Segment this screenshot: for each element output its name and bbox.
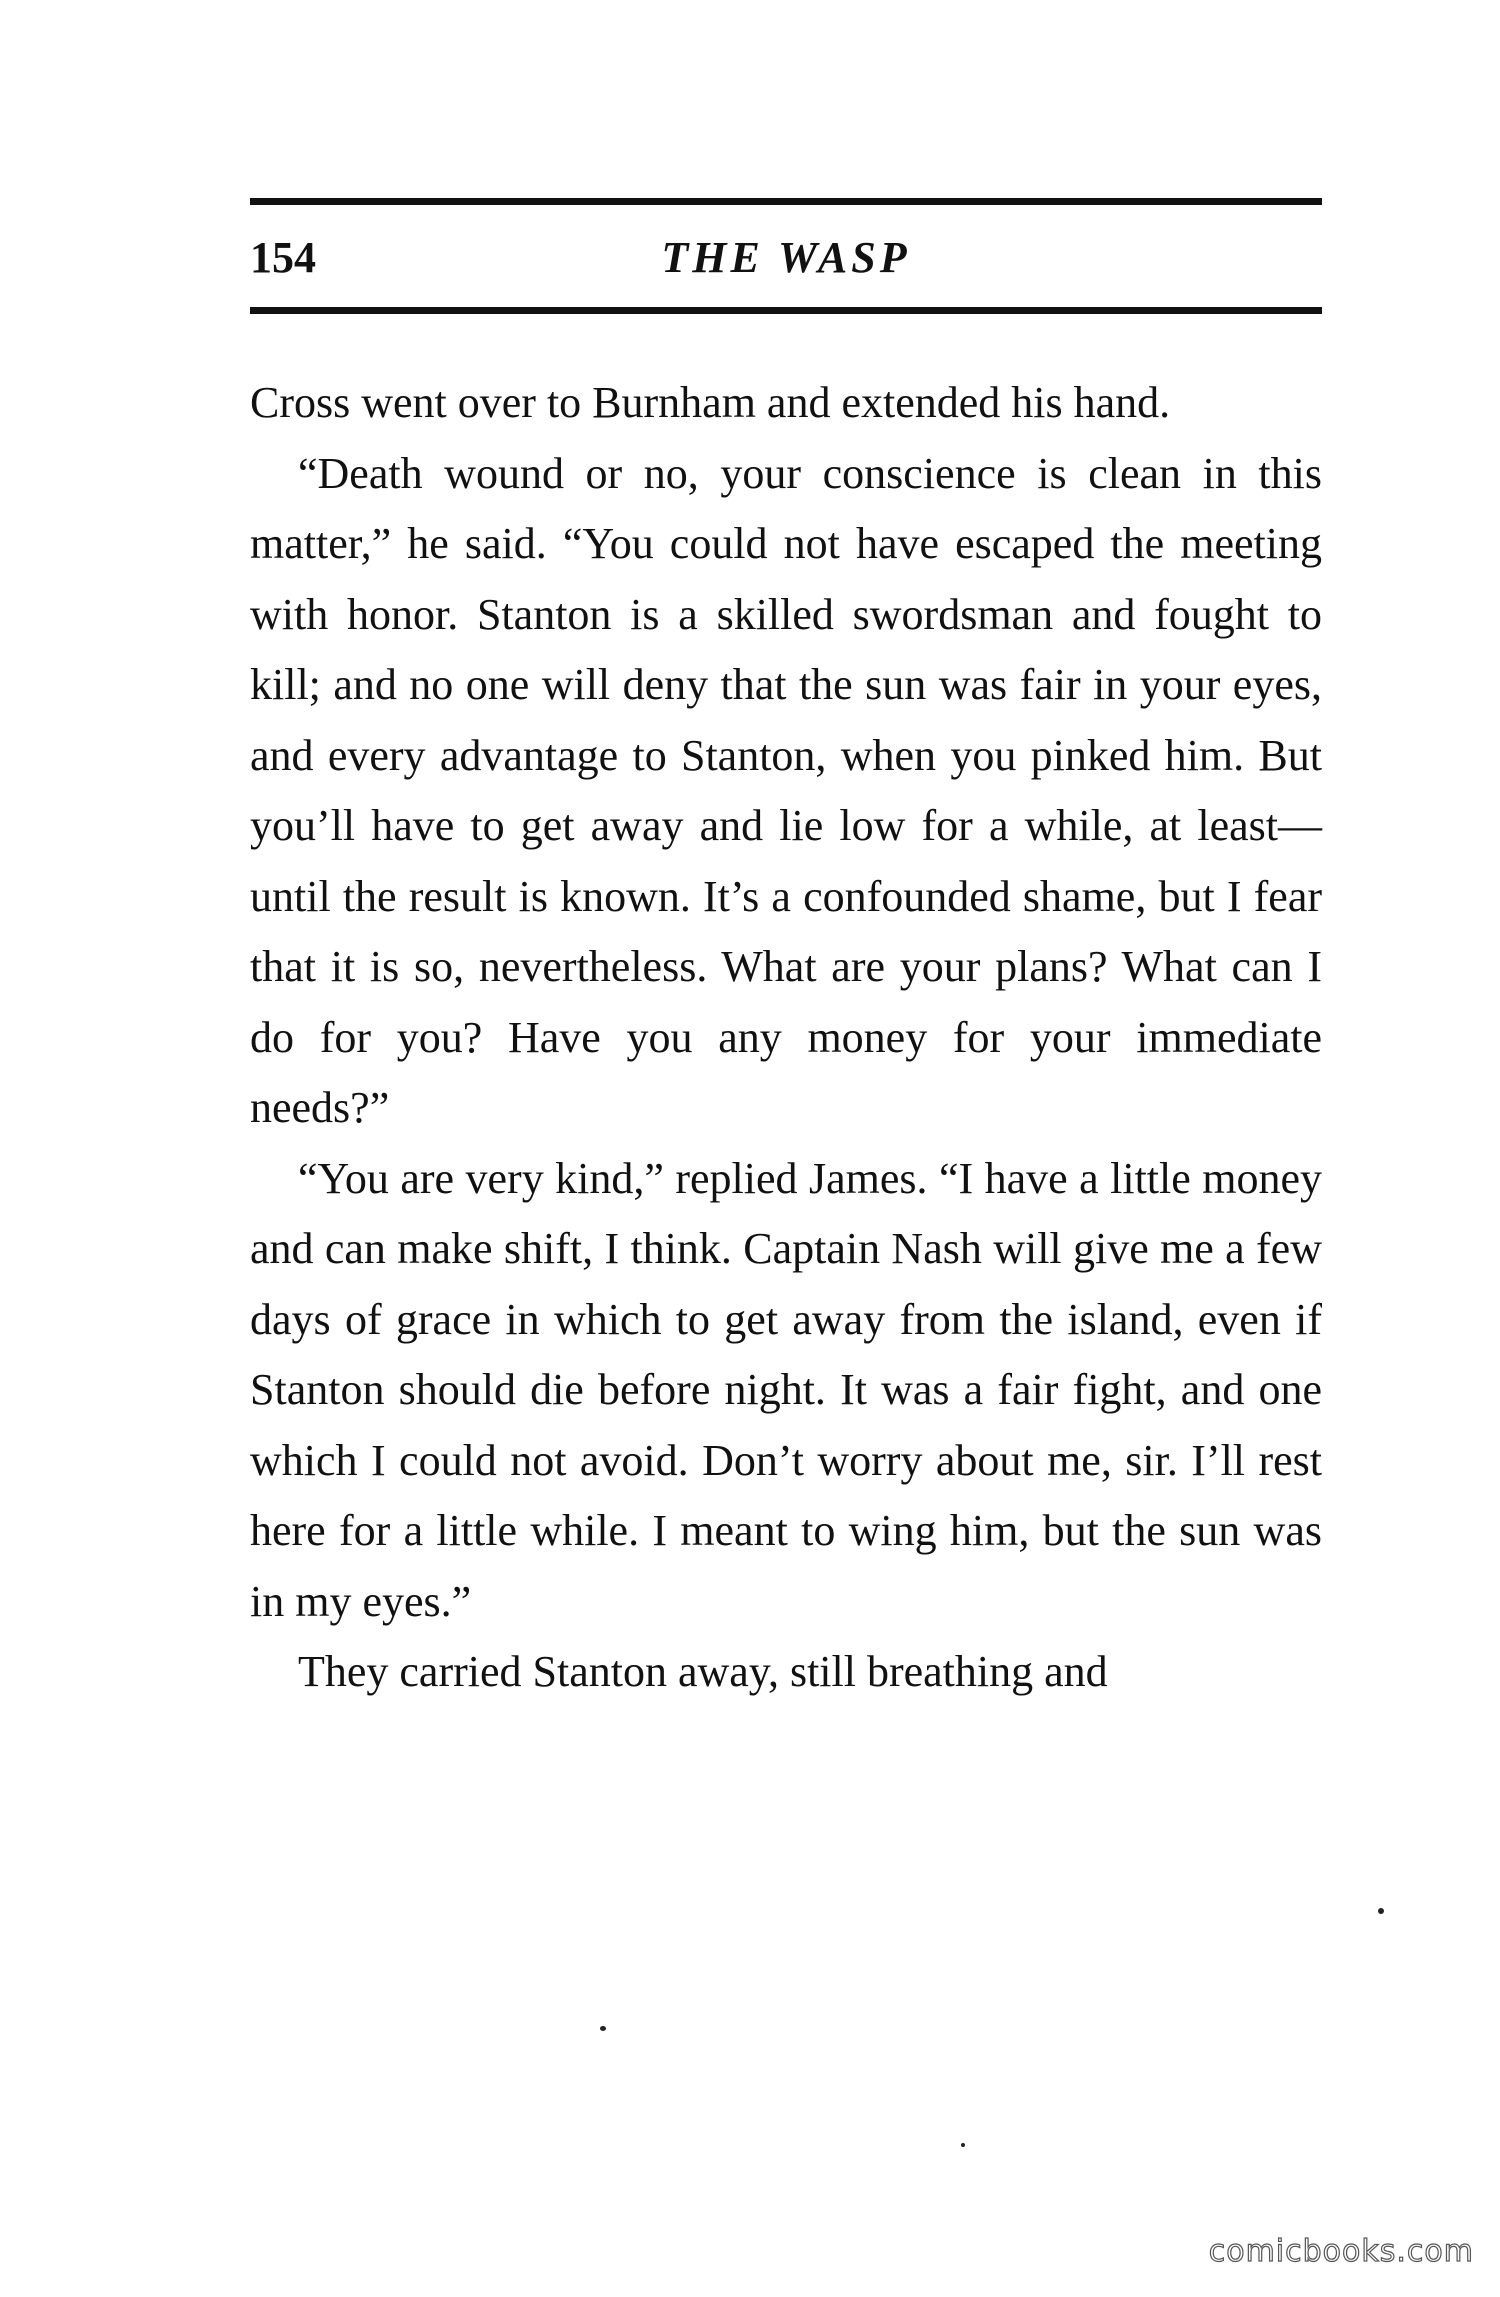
paragraph-3: “You are very kind,” replied James. “I have a little money and can make shift, I think. Captain Nash will give me a few days of grace in which to get away from the island, even if Stanton should die before night. It was a fair fight, and one which I could not avoid. Don’t worry about me, sir. I’ll rest here for a little while. I meant to wing him, but the sun was in my eyes.” — [250, 1153, 1322, 1626]
running-title: THE WASP — [661, 233, 911, 282]
paragraph-4: They carried Stanton away, still breathing and — [298, 1647, 1108, 1696]
ink-speck — [961, 2143, 965, 2147]
body-text — [250, 368, 1322, 1708]
page-number: 154 — [250, 233, 316, 282]
paragraph-1: Cross went over to Burnham and extended his hand. — [250, 378, 1171, 427]
header-rule-top — [250, 198, 1322, 205]
header-rule-bottom — [250, 307, 1322, 314]
ink-speck — [1378, 1908, 1384, 1914]
running-head — [250, 228, 1322, 288]
watermark: comicbooks.com — [1208, 2234, 1474, 2269]
paragraph-2: “Death wound or no, your conscience is clean in this matter,” he said. “You could not have escaped the meeting with honor. Stanton is a skilled swordsman and fought to kill; and no one will deny that the sun was fair in your eyes, and every advantage to Stanton, when you pinked him. But you’ll have to get away and lie low for a while, at least—until the result is known. It’s a confounded shame, but I fear that it is so, nevertheless. What are your plans? What can I do for you? Have you any money for your immediate needs?” — [250, 448, 1322, 1132]
ink-speck — [600, 2026, 606, 2031]
